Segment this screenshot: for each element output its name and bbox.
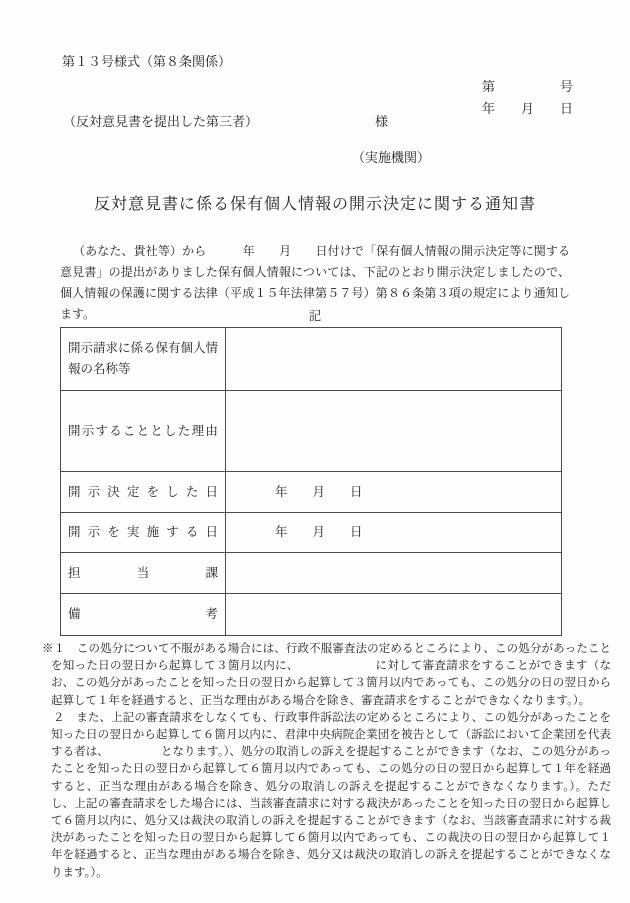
addressee-line <box>0 111 630 129</box>
table-row-information-name <box>61 328 562 391</box>
row-label <box>61 513 226 553</box>
record-marker: 記 <box>308 309 322 323</box>
page-title: 反対意見書に係る保有個人情報の開示決定に関する通知書 <box>93 196 536 213</box>
row-value: 年 月 日 <box>226 472 562 513</box>
notice-details-table <box>60 327 562 636</box>
issuing-agency-label: （実施機関） <box>352 150 431 165</box>
footnotes <box>42 641 611 882</box>
document-date-line: 年 月 日 <box>481 101 573 116</box>
row-value <box>226 328 562 391</box>
body-paragraph: （あなた、貴社等）から 年 月 日付けで「保有個人情報の開示決定等に関する意見書」の提出がありました保有個人情報については、下記のとおり開示決定しましたので、個人情報の保護に関する法律（平成１５年法律第５７号）第８６条第３項の規定により通知します。 <box>60 244 570 321</box>
table-row-disclosure-reason <box>61 391 562 472</box>
row-label-text: 担 当 課 <box>68 565 218 580</box>
addressee-honorific: 様 <box>375 114 389 129</box>
row-label <box>61 328 226 391</box>
table-row-implementation-date <box>61 513 562 553</box>
row-label-text: 開 示 を 実 施 す る 日 <box>68 525 218 539</box>
row-label <box>61 594 226 636</box>
footnote-appeal: ※１ この処分について不服がある場合には、行政不服審査法の定めるところにより、この処分があったことを知った日の翌日から起算して３箇月以内に、 に対して審査請求をすることができます（なお、この処分があったことを知った日の翌日から起算して３箇月以内であっても、この処分の日の翌日から起算して１年を経過すると、正当な理由がある場合を除き、審査請求をすることができなくなります。）。 <box>42 643 611 707</box>
form-number: 第１３号様式（第８条関係） <box>62 54 232 69</box>
row-label <box>61 553 226 594</box>
row-value: 年 月 日 <box>226 513 562 553</box>
row-label-text: 備 考 <box>68 607 218 621</box>
row-label <box>61 391 226 472</box>
table-row-responsible-section <box>61 553 562 594</box>
row-value <box>226 594 562 636</box>
row-label-text: 開 示 決 定 を し た 日 <box>68 484 218 499</box>
row-value <box>226 553 562 594</box>
row-label <box>61 472 226 513</box>
footnote-lawsuit: ２ また、上記の審査請求をしなくても、行政事件訴訟法の定めるところにより、この処分があったことを知った日の翌日から起算して６箇月以内に、君津中央病院企業団を被告として（訴訟において企業団を代表する者は、 となります。）、処分の取消しの訴えを提起することができます（なお、この処分があったことを知った日の翌日から起算して６箇月以内であっても、この処分の日の翌日から起算して１年を経過すると、正当な理由がある場合を除き、処分の取消しの訴えを提起することができなくなります。）。ただし、上記の審査請求をした場合には、当該審査請求に対する裁決があったことを知った日の翌日から起算して６箇月以内に、処分又は裁決の取消しの訴えを提起することができます（なお、当該審査請求に対する裁決があったことを知った日の翌日から起算して６箇月以内であっても、この裁決の日の翌日から起算して１年を経過すると、正当な理由がある場合を除き、処分又は裁決の取消しの訴えを提起することができなくなります。）。 <box>51 711 611 879</box>
addressee-label: （反対意見書を提出した第三者） <box>63 114 259 129</box>
document-number-line: 第 号 <box>481 79 573 94</box>
table-row-remarks <box>61 594 562 636</box>
row-label-text: 開 示 す る こ と と し た 理 由 <box>68 423 218 438</box>
row-value <box>226 391 562 472</box>
row-label-text: 開示請求に係る保有個人情報の名称等 <box>68 341 219 376</box>
table-row-decision-date <box>61 472 562 513</box>
